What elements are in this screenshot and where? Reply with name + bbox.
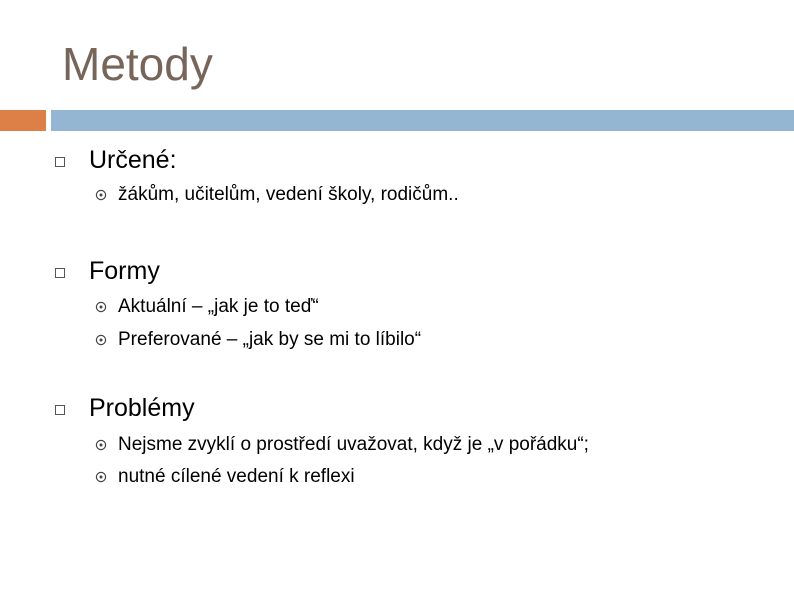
circled-dot-icon — [95, 439, 107, 451]
circled-dot-icon — [95, 334, 107, 346]
hollow-square-icon — [55, 157, 65, 167]
accent-bar-blue — [51, 110, 794, 131]
slide-title: Metody — [62, 38, 213, 90]
section-heading-urcene: Určené: — [89, 146, 177, 174]
circled-dot-icon — [95, 189, 107, 201]
list-item: Aktuální – „jak je to teď“ — [118, 296, 319, 317]
section-heading-formy: Formy — [89, 257, 160, 285]
section-heading-problemy: Problémy — [89, 394, 195, 422]
list-item: Preferované – „jak by se mi to líbilo“ — [118, 329, 422, 350]
circled-dot-icon — [95, 301, 107, 313]
list-item: nutné cílené vedení k reflexi — [118, 466, 355, 487]
list-item: žákům, učitelům, vedení školy, rodičům.. — [118, 184, 459, 205]
list-item: Nejsme zvyklí o prostředí uvažovat, když je „v pořádku“; — [118, 434, 589, 455]
circled-dot-icon — [95, 471, 107, 483]
accent-bar-orange — [0, 110, 46, 131]
hollow-square-icon — [55, 268, 65, 278]
hollow-square-icon — [55, 405, 65, 415]
